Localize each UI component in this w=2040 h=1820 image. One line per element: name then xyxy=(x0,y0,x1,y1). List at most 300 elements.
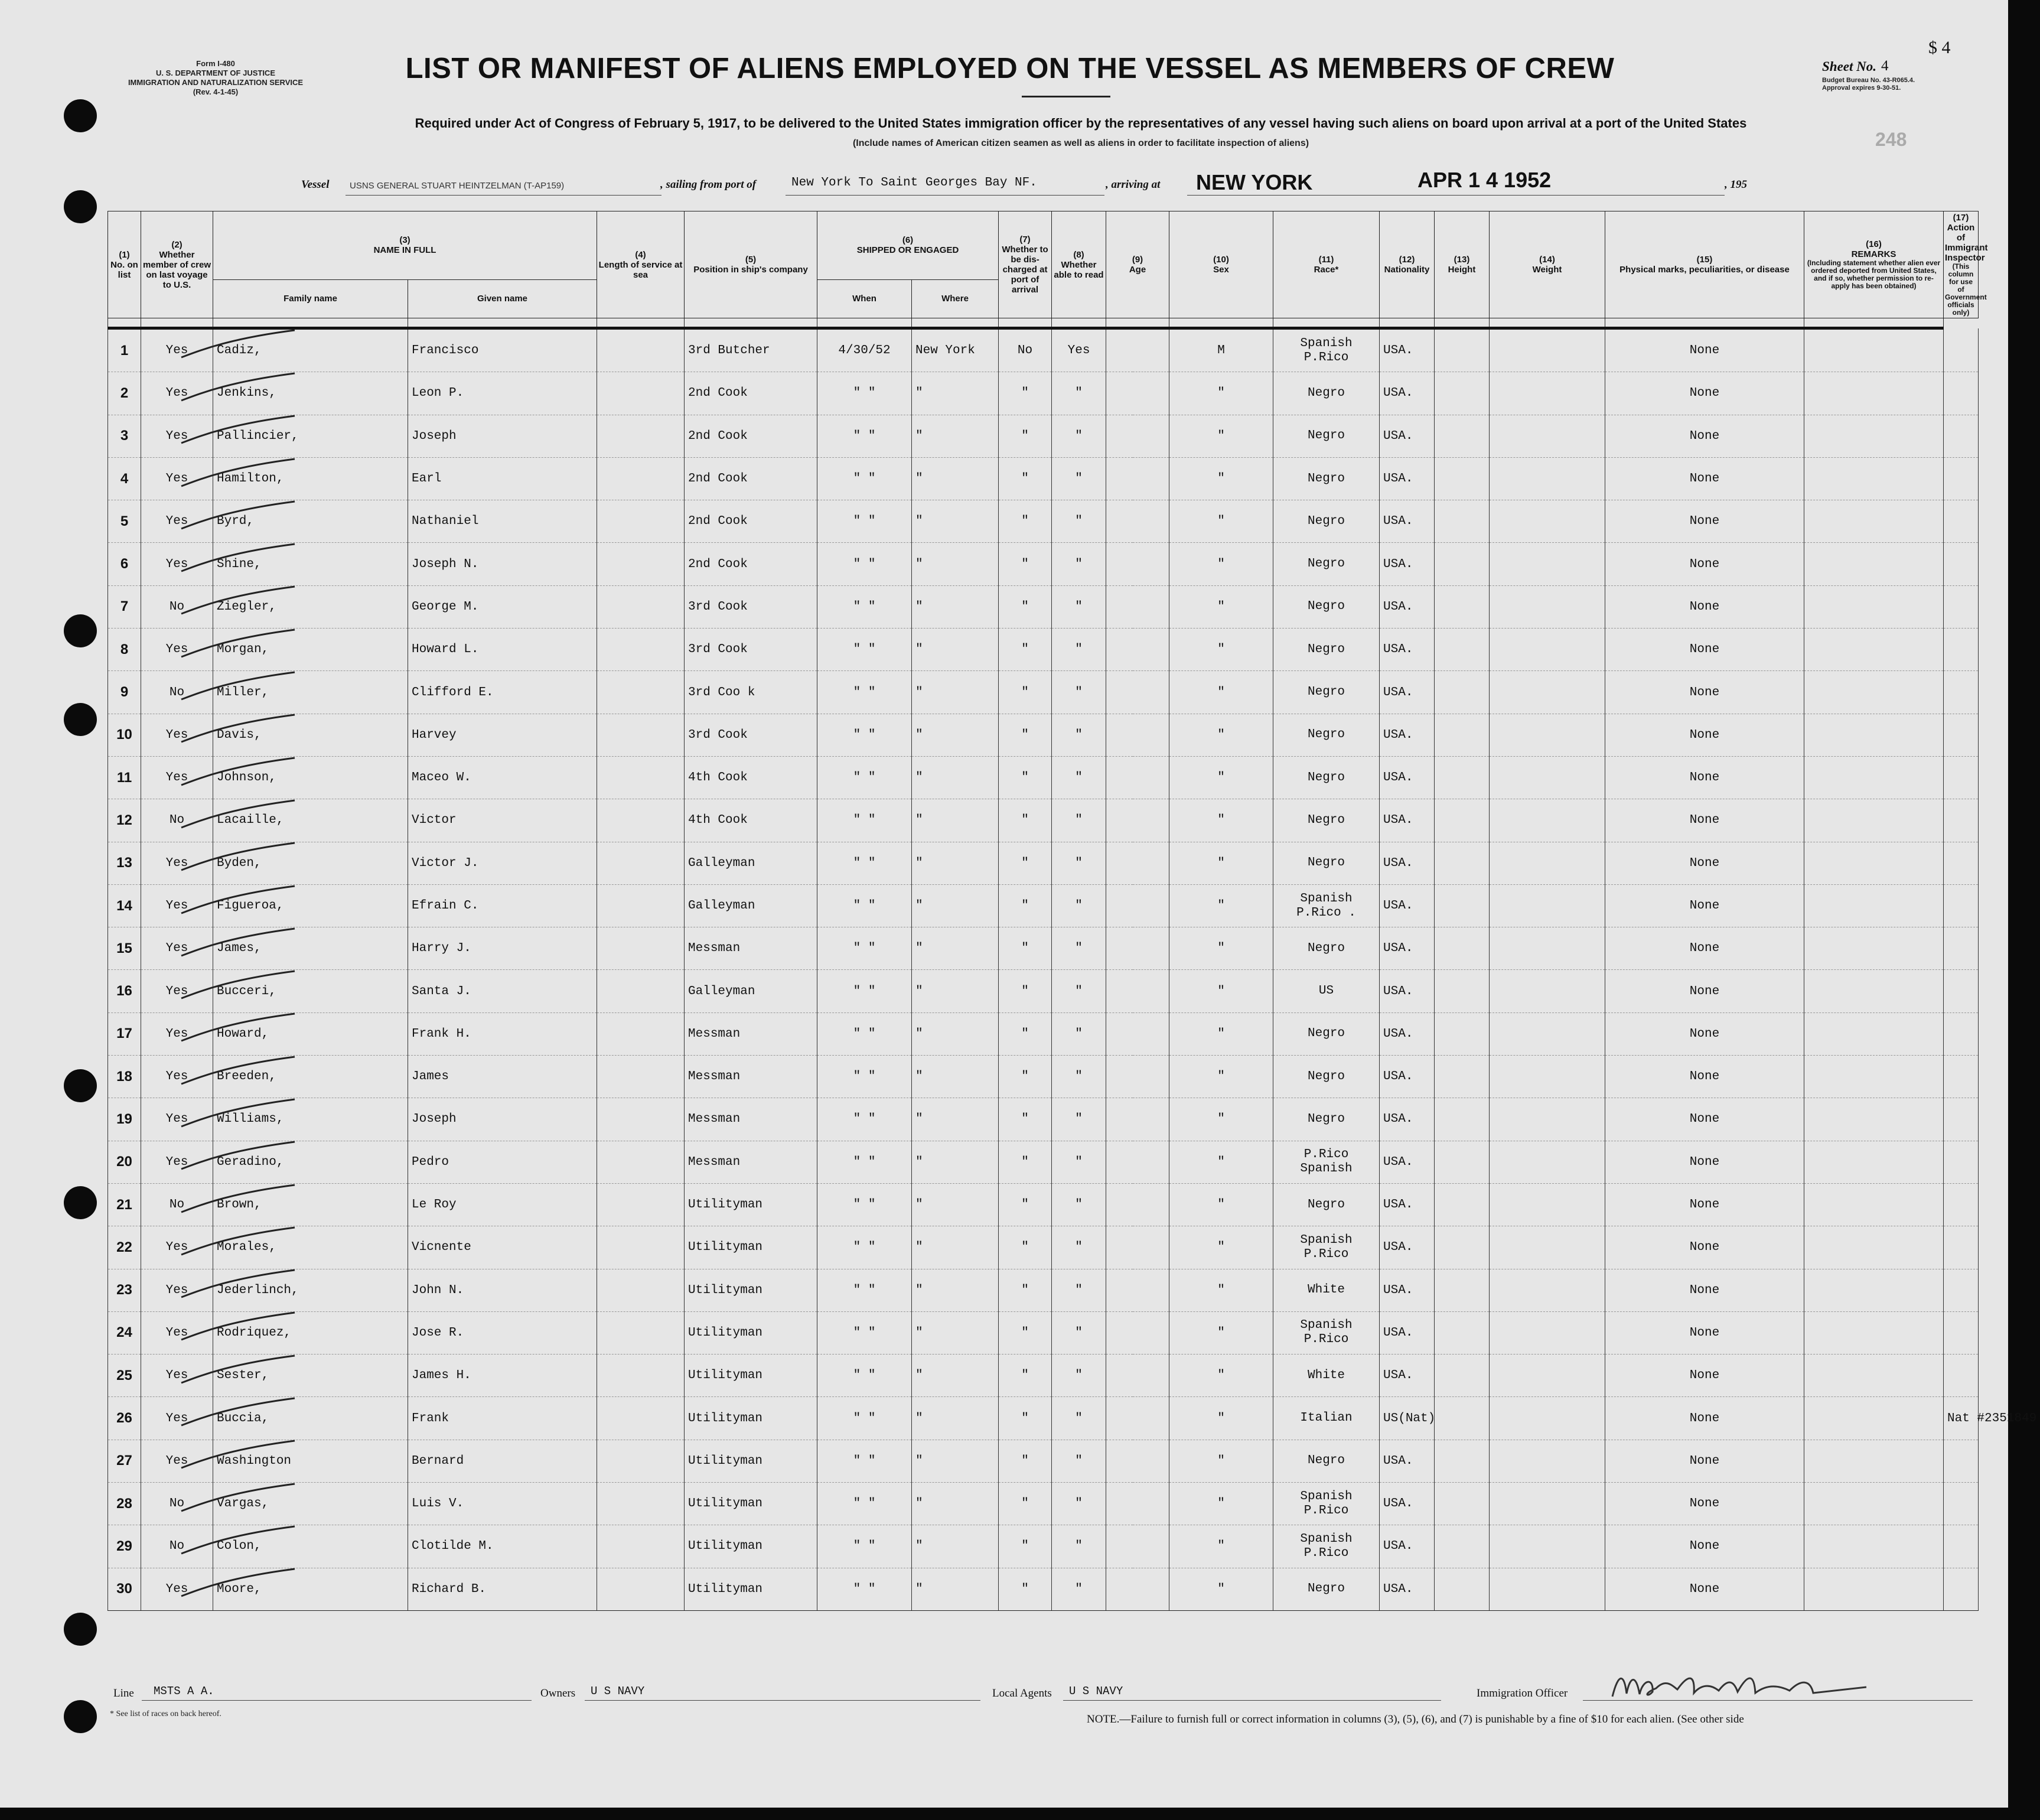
check-mark-icon xyxy=(177,1437,312,1473)
sex-cell: " xyxy=(1169,1440,1273,1482)
header-sep xyxy=(1804,318,1944,328)
physical-marks-cell: None xyxy=(1605,328,1804,372)
last-voyage-cell: Yes xyxy=(141,543,213,585)
col-label: Sex xyxy=(1213,265,1229,275)
sex-cell: " xyxy=(1169,1056,1273,1098)
inspector-action-cell xyxy=(1944,629,1979,671)
col-nationality-header xyxy=(1380,211,1435,318)
col-num: (13) xyxy=(1454,255,1470,265)
check-mark-icon xyxy=(177,1352,312,1388)
length-of-service-cell xyxy=(597,585,685,628)
given-name-cell: Santa J. xyxy=(408,970,597,1012)
check-mark-icon xyxy=(177,839,312,875)
physical-marks-cell: None xyxy=(1605,884,1804,927)
height-cell xyxy=(1435,500,1490,543)
physical-marks-cell: None xyxy=(1605,1183,1804,1226)
position-cell: Messman xyxy=(685,1012,817,1055)
punch-hole xyxy=(64,1186,97,1219)
race-cell xyxy=(1273,415,1380,457)
table-row xyxy=(108,1311,1979,1354)
title-underline xyxy=(1022,96,1110,97)
table-row xyxy=(108,714,1979,756)
col-num: (4) xyxy=(635,249,646,260)
remarks-cell xyxy=(1804,1098,1944,1141)
row-number-cell: 16 xyxy=(108,970,141,1012)
height-cell xyxy=(1435,799,1490,842)
given-name-cell: Earl xyxy=(408,457,597,500)
race-cell xyxy=(1273,1397,1380,1440)
shipped-when-cell: " " xyxy=(817,629,912,671)
length-of-service-cell xyxy=(597,927,685,970)
race-line-1: US xyxy=(1318,984,1334,998)
position-cell: Utilityman xyxy=(685,1440,817,1482)
check-mark-icon xyxy=(177,498,312,533)
age-cell xyxy=(1106,1056,1169,1098)
length-of-service-cell xyxy=(597,1269,685,1311)
col-label: SHIPPED OR ENGAGED xyxy=(856,245,959,256)
physical-marks-cell: None xyxy=(1605,1098,1804,1141)
age-cell xyxy=(1106,629,1169,671)
position-cell: 4th Cook xyxy=(685,799,817,842)
shipped-where-cell: " xyxy=(912,1141,999,1183)
last-voyage-cell: Yes xyxy=(141,457,213,500)
height-cell xyxy=(1435,927,1490,970)
form-number: Form I-480 xyxy=(196,59,235,68)
check-mark-icon xyxy=(177,1053,312,1089)
check-mark-icon xyxy=(177,370,312,405)
shipped-when-cell: " " xyxy=(817,1397,912,1440)
given-name-cell: Howard L. xyxy=(408,629,597,671)
sex-cell: " xyxy=(1169,1525,1273,1568)
table-row xyxy=(108,415,1979,457)
table-row xyxy=(108,1483,1979,1525)
able-to-read-cell: " xyxy=(1052,585,1106,628)
physical-marks-cell: None xyxy=(1605,629,1804,671)
position-cell: 3rd Coo k xyxy=(685,671,817,714)
last-voyage-cell: No xyxy=(141,1483,213,1525)
penalty-note: NOTE.—Failure to furnish full or correct information in columns (3), (5), (6), and (7) is punishable by a fine of $10 for each alien. (See other side xyxy=(1087,1713,1744,1725)
table-row xyxy=(108,1012,1979,1055)
physical-marks-cell: None xyxy=(1605,1483,1804,1525)
race-cell xyxy=(1273,1056,1380,1098)
race-line-1: Spanish xyxy=(1300,336,1353,350)
weight-cell xyxy=(1490,1440,1605,1482)
nationality-cell: USA. xyxy=(1380,1056,1435,1098)
age-cell xyxy=(1106,714,1169,756)
discharged-cell: " xyxy=(999,799,1052,842)
family-name-cell: Bucceri, xyxy=(213,970,408,1012)
age-cell xyxy=(1106,1311,1169,1354)
sex-cell: " xyxy=(1169,415,1273,457)
inspector-action-cell xyxy=(1944,1141,1979,1183)
row-number-cell: 13 xyxy=(108,842,141,884)
given-name-cell: Clifford E. xyxy=(408,671,597,714)
able-to-read-cell: " xyxy=(1052,1440,1106,1482)
form-info xyxy=(118,59,313,97)
table-row xyxy=(108,1141,1979,1183)
row-number-cell: 11 xyxy=(108,756,141,799)
race-cell xyxy=(1273,970,1380,1012)
sex-cell: " xyxy=(1169,1269,1273,1311)
remarks-cell xyxy=(1804,884,1944,927)
age-cell xyxy=(1106,1183,1169,1226)
position-cell: Galleyman xyxy=(685,842,817,884)
family-name-cell: Moore, xyxy=(213,1568,408,1610)
nationality-cell: USA. xyxy=(1380,1012,1435,1055)
discharged-cell: " xyxy=(999,970,1052,1012)
row-number-cell: 1 xyxy=(108,328,141,372)
col-shipped-header xyxy=(817,211,999,280)
race-line-1: Negro xyxy=(1308,514,1345,528)
length-of-service-cell xyxy=(597,714,685,756)
last-voyage-cell: Yes xyxy=(141,927,213,970)
length-of-service-cell xyxy=(597,671,685,714)
able-to-read-cell: " xyxy=(1052,1269,1106,1311)
length-of-service-cell xyxy=(597,543,685,585)
nationality-cell: USA. xyxy=(1380,671,1435,714)
able-to-read-cell: " xyxy=(1052,1525,1106,1568)
last-voyage-cell: Yes xyxy=(141,714,213,756)
remarks-cell xyxy=(1804,1056,1944,1098)
sex-cell: " xyxy=(1169,1397,1273,1440)
check-mark-icon xyxy=(177,925,312,961)
remarks-cell xyxy=(1804,799,1944,842)
table-row xyxy=(108,1098,1979,1141)
check-mark-icon xyxy=(177,797,312,832)
race-line-1: Negro xyxy=(1308,386,1345,400)
form-revision: (Rev. 4-1-45) xyxy=(193,87,239,96)
age-cell xyxy=(1106,970,1169,1012)
last-voyage-cell: Yes xyxy=(141,1440,213,1482)
remarks-cell xyxy=(1804,756,1944,799)
able-to-read-cell: " xyxy=(1052,543,1106,585)
inspector-action-cell xyxy=(1944,1012,1979,1055)
shipped-where-cell: " xyxy=(912,1269,999,1311)
race-cell xyxy=(1273,1012,1380,1055)
age-cell xyxy=(1106,1525,1169,1568)
remarks-cell xyxy=(1804,1568,1944,1610)
col-label: Whether to be dis-charged at port of arrival xyxy=(1002,245,1048,295)
family-name-cell: Figueroa, xyxy=(213,884,408,927)
remarks-cell xyxy=(1804,1269,1944,1311)
inspector-action-cell xyxy=(1944,328,1979,372)
position-cell: Messman xyxy=(685,927,817,970)
col-action-header xyxy=(1944,211,1988,318)
race-cell xyxy=(1273,1311,1380,1354)
family-name-cell: Shine, xyxy=(213,543,408,585)
sex-cell: " xyxy=(1169,671,1273,714)
discharged-cell: " xyxy=(999,1098,1052,1141)
weight-cell xyxy=(1490,372,1605,415)
sheet-number: 4 xyxy=(1881,58,1889,74)
race-line-1: Negro xyxy=(1308,1582,1345,1596)
able-to-read-cell: " xyxy=(1052,799,1106,842)
shipped-when-cell: " " xyxy=(817,1483,912,1525)
position-cell: Utilityman xyxy=(685,1183,817,1226)
col-read-header xyxy=(1052,211,1106,318)
position-cell: 2nd Cook xyxy=(685,500,817,543)
footer-owners-value: U S NAVY xyxy=(591,1685,645,1698)
given-name-cell: Pedro xyxy=(408,1141,597,1183)
col-label: REMARKS xyxy=(1851,249,1896,259)
nationality-cell: USA. xyxy=(1380,585,1435,628)
age-cell xyxy=(1106,1141,1169,1183)
family-name-cell: Lacaille, xyxy=(213,799,408,842)
row-number-cell: 10 xyxy=(108,714,141,756)
family-name-cell: Morgan, xyxy=(213,629,408,671)
punch-hole xyxy=(64,614,97,647)
physical-marks-cell: None xyxy=(1605,1440,1804,1482)
sex-cell: " xyxy=(1169,970,1273,1012)
inspector-action-cell xyxy=(1944,842,1979,884)
shipped-where-cell: " xyxy=(912,415,999,457)
col-num: (15) xyxy=(1696,255,1713,265)
length-of-service-cell xyxy=(597,970,685,1012)
sex-cell: " xyxy=(1169,1311,1273,1354)
nationality-cell: USA. xyxy=(1380,799,1435,842)
nationality-cell: USA. xyxy=(1380,1311,1435,1354)
sex-cell: " xyxy=(1169,585,1273,628)
footer-line-value: MSTS A A. xyxy=(154,1685,214,1698)
check-mark-icon xyxy=(177,754,312,790)
given-name-cell: Harvey xyxy=(408,714,597,756)
position-cell: 4th Cook xyxy=(685,756,817,799)
last-voyage-cell: Yes xyxy=(141,1141,213,1183)
discharged-cell: " xyxy=(999,1141,1052,1183)
remarks-cell xyxy=(1804,671,1944,714)
position-cell: 2nd Cook xyxy=(685,457,817,500)
footer-agents-underline xyxy=(1063,1700,1441,1701)
family-name-cell: Davis, xyxy=(213,714,408,756)
vessel-name-line xyxy=(346,195,661,196)
table-row xyxy=(108,927,1979,970)
nationality-cell: USA. xyxy=(1380,500,1435,543)
given-name-cell: Le Roy xyxy=(408,1183,597,1226)
position-cell: 2nd Cook xyxy=(685,415,817,457)
table-row xyxy=(108,1183,1979,1226)
shipped-when-cell: " " xyxy=(817,1269,912,1311)
sex-cell: " xyxy=(1169,457,1273,500)
table-row xyxy=(108,585,1979,628)
race-line-2: P.Rico . xyxy=(1296,906,1356,920)
remarks-cell xyxy=(1804,1183,1944,1226)
able-to-read-cell: " xyxy=(1052,1056,1106,1098)
last-voyage-cell: Yes xyxy=(141,415,213,457)
col-label: Whether member of crew on last voyage to U.S. xyxy=(142,249,211,290)
header-sep xyxy=(1380,318,1435,328)
page-title: LIST OR MANIFEST OF ALIENS EMPLOYED ON THE VESSEL AS MEMBERS OF CREW xyxy=(405,53,1615,84)
header-sep xyxy=(1169,318,1273,328)
col-num: (2) xyxy=(171,239,183,250)
able-to-read-cell: " xyxy=(1052,1311,1106,1354)
form-service: IMMIGRATION AND NATURALIZATION SERVICE xyxy=(128,78,304,87)
row-number-cell: 15 xyxy=(108,927,141,970)
shipped-when-cell: " " xyxy=(817,415,912,457)
position-cell: 3rd Cook xyxy=(685,629,817,671)
sailing-port-line xyxy=(786,195,1104,196)
family-name-cell: Hamilton, xyxy=(213,457,408,500)
sex-cell: " xyxy=(1169,500,1273,543)
col-label: Height xyxy=(1448,265,1476,275)
table-row xyxy=(108,799,1979,842)
family-name-cell: Jenkins, xyxy=(213,372,408,415)
shipped-when-cell: " " xyxy=(817,842,912,884)
header-sep xyxy=(1490,318,1605,328)
remarks-cell xyxy=(1804,415,1944,457)
discharged-cell: " xyxy=(999,1568,1052,1610)
able-to-read-cell: " xyxy=(1052,1226,1106,1269)
race-line-1: Negro xyxy=(1308,1069,1345,1083)
officer-signature xyxy=(1606,1667,1878,1708)
length-of-service-cell xyxy=(597,1226,685,1269)
physical-marks-cell: None xyxy=(1605,543,1804,585)
shipped-when-cell: " " xyxy=(817,543,912,585)
inspector-action-cell xyxy=(1944,457,1979,500)
nationality-cell: USA. xyxy=(1380,328,1435,372)
last-voyage-cell: No xyxy=(141,671,213,714)
height-cell xyxy=(1435,1525,1490,1568)
race-cell xyxy=(1273,1269,1380,1311)
age-cell xyxy=(1106,842,1169,884)
age-cell xyxy=(1106,1568,1169,1610)
discharged-cell: " xyxy=(999,1269,1052,1311)
physical-marks-cell: None xyxy=(1605,457,1804,500)
discharged-cell: " xyxy=(999,629,1052,671)
col-weight-header xyxy=(1490,211,1605,318)
physical-marks-cell: None xyxy=(1605,415,1804,457)
col-label: Weight xyxy=(1532,265,1562,275)
able-to-read-cell: Yes xyxy=(1052,328,1106,372)
length-of-service-cell xyxy=(597,1355,685,1397)
length-of-service-cell xyxy=(597,328,685,372)
check-mark-icon xyxy=(177,1010,312,1046)
inspector-action-cell xyxy=(1944,1525,1979,1568)
sex-cell: " xyxy=(1169,842,1273,884)
col-remarks-header xyxy=(1804,211,1944,318)
family-name-cell: Ziegler, xyxy=(213,585,408,628)
nationality-cell: USA. xyxy=(1380,1098,1435,1141)
nationality-cell: USA. xyxy=(1380,372,1435,415)
row-number-cell: 27 xyxy=(108,1440,141,1482)
check-mark-icon xyxy=(177,541,312,576)
race-line-2: Spanish xyxy=(1300,1162,1353,1176)
weight-cell xyxy=(1490,842,1605,884)
discharged-cell: " xyxy=(999,457,1052,500)
shipped-where-cell: " xyxy=(912,671,999,714)
family-name-cell: Miller, xyxy=(213,671,408,714)
age-cell xyxy=(1106,500,1169,543)
nationality-cell: USA. xyxy=(1380,543,1435,585)
able-to-read-cell: " xyxy=(1052,671,1106,714)
row-number-cell: 24 xyxy=(108,1311,141,1354)
length-of-service-cell xyxy=(597,415,685,457)
able-to-read-cell: " xyxy=(1052,372,1106,415)
col-label: Race* xyxy=(1314,265,1339,275)
shipped-when-cell: " " xyxy=(817,500,912,543)
nationality-cell: USA. xyxy=(1380,1525,1435,1568)
position-cell: Utilityman xyxy=(685,1525,817,1568)
shipped-where-cell: " xyxy=(912,1355,999,1397)
table-row xyxy=(108,328,1979,372)
position-cell: Utilityman xyxy=(685,1568,817,1610)
col-num: (3) xyxy=(399,235,410,246)
sex-cell: " xyxy=(1169,756,1273,799)
discharged-cell: No xyxy=(999,328,1052,372)
budget-number: Budget Bureau No. 43-R065.4. xyxy=(1822,77,1915,84)
shipped-where-cell: " xyxy=(912,1183,999,1226)
discharged-cell: " xyxy=(999,1183,1052,1226)
inspector-action-cell xyxy=(1944,1226,1979,1269)
col-physical-header xyxy=(1605,211,1804,318)
inspector-action-cell xyxy=(1944,1440,1979,1482)
race-cell xyxy=(1273,884,1380,927)
height-cell xyxy=(1435,457,1490,500)
sex-cell: " xyxy=(1169,372,1273,415)
race-line-1: Spanish xyxy=(1300,1318,1353,1333)
age-cell xyxy=(1106,1098,1169,1141)
race-cell xyxy=(1273,328,1380,372)
corner-mark: $ 4 xyxy=(1928,38,1951,57)
remarks-cell xyxy=(1804,372,1944,415)
race-line-2: P.Rico xyxy=(1303,350,1349,364)
weight-cell xyxy=(1490,799,1605,842)
shipped-when-cell: " " xyxy=(817,799,912,842)
table-row xyxy=(108,1397,1979,1440)
table-row xyxy=(108,1525,1979,1568)
height-cell xyxy=(1435,1183,1490,1226)
position-cell: 2nd Cook xyxy=(685,372,817,415)
row-number-cell: 21 xyxy=(108,1183,141,1226)
race-line-1: Spanish xyxy=(1300,891,1353,906)
discharged-cell: " xyxy=(999,1525,1052,1568)
inspector-action-cell xyxy=(1944,415,1979,457)
col-label: Action of Immigrant Inspector xyxy=(1945,223,1988,263)
age-cell xyxy=(1106,927,1169,970)
shipped-when-cell: " " xyxy=(817,884,912,927)
last-voyage-cell: Yes xyxy=(141,372,213,415)
weight-cell xyxy=(1490,1269,1605,1311)
given-name-cell: Vicnente xyxy=(408,1226,597,1269)
nationality-cell: USA. xyxy=(1380,842,1435,884)
physical-marks-cell: None xyxy=(1605,671,1804,714)
physical-marks-cell: None xyxy=(1605,1056,1804,1098)
remarks-cell xyxy=(1804,1141,1944,1183)
length-of-service-cell xyxy=(597,1012,685,1055)
inspector-action-cell xyxy=(1944,799,1979,842)
shipped-when-cell: " " xyxy=(817,1568,912,1610)
remarks-cell xyxy=(1804,1355,1944,1397)
race-line-2: P.Rico xyxy=(1303,1503,1349,1518)
given-name-cell: Harry J. xyxy=(408,927,597,970)
col-sex-header xyxy=(1169,211,1273,318)
nationality-cell: USA. xyxy=(1380,970,1435,1012)
shipped-when-cell: " " xyxy=(817,927,912,970)
shipped-when-cell: " " xyxy=(817,457,912,500)
race-cell xyxy=(1273,1483,1380,1525)
race-cell xyxy=(1273,714,1380,756)
punch-hole xyxy=(64,1613,97,1646)
age-cell xyxy=(1106,1012,1169,1055)
check-mark-icon xyxy=(177,1565,312,1601)
race-line-1: Negro xyxy=(1308,941,1345,955)
shipped-when-cell: " " xyxy=(817,671,912,714)
length-of-service-cell xyxy=(597,1440,685,1482)
shipped-when-cell: " " xyxy=(817,1141,912,1183)
family-name-cell: Byrd, xyxy=(213,500,408,543)
header-sep xyxy=(685,318,817,328)
weight-cell xyxy=(1490,1141,1605,1183)
able-to-read-cell: " xyxy=(1052,629,1106,671)
